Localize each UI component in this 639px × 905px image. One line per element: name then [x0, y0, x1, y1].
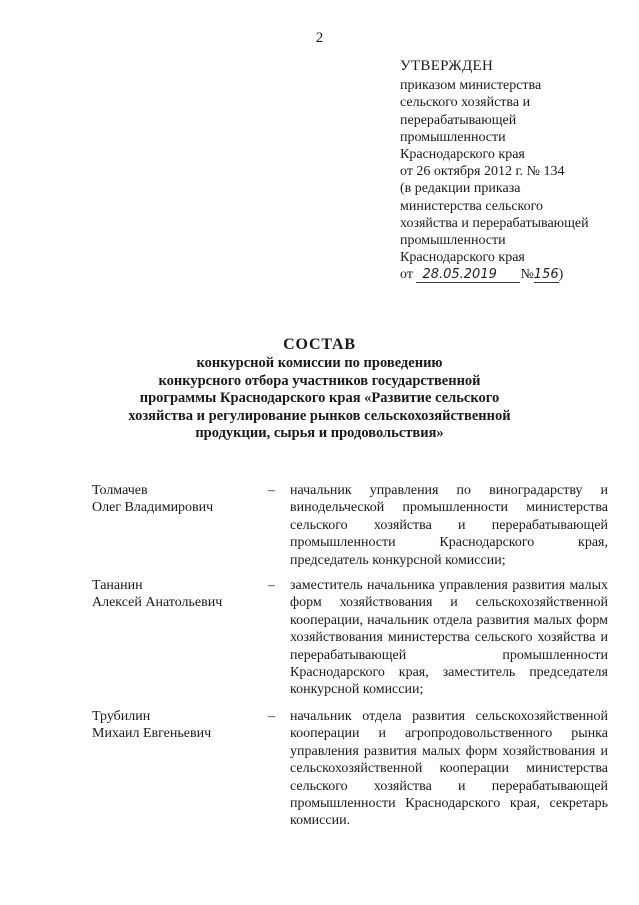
member-dash: –	[268, 709, 275, 724]
approval-line: сельского хозяйства и	[400, 95, 531, 111]
member-surname: Толмачев	[92, 483, 148, 498]
approval-heading: УТВЕРЖДЕН	[400, 58, 494, 74]
approval-line: Краснодарского края	[400, 147, 525, 163]
member-given-name: Олег Владимирович	[92, 500, 214, 516]
title-line: хозяйства и регулирование рынков сельскохозяйственной	[128, 407, 511, 424]
document-title	[0, 336, 639, 442]
title-main: СОСТАВ	[283, 336, 356, 353]
member-role: начальник отдела развития сельскохозяйственной кооперации и агропродовольственного рынка управления развития малых форм хозяйствования и сельскохозяйственной кооперации министерства сельского хозяйства и перерабатывающей промышленности Краснодарского края, секретарь комиссии.	[290, 709, 608, 829]
title-line: продукции, сырья и продовольствия»	[195, 425, 444, 442]
handwritten-number: 156	[533, 267, 559, 283]
member-name	[92, 482, 262, 517]
amendment-close: )	[558, 267, 564, 283]
approval-line: хозяйства и перерабатывающей	[400, 215, 589, 231]
handwritten-date: 28.05.2019	[416, 268, 520, 283]
member-role: заместитель начальника управления развития малых форм хозяйствования и сельскохозяйственной кооперации, начальник отдела развития малых форм хозяйствования министерства сельского хозяйства и перерабатывающей промышленности Краснодарского края, заместитель председателя конкурсной комиссии;	[290, 578, 608, 698]
approval-line: промышленности	[400, 233, 506, 249]
title-line: конкурсной комиссии по проведению	[196, 355, 443, 372]
member-name	[92, 577, 262, 612]
member-dash: –	[268, 483, 275, 498]
member-role: начальник управления по виноградарству и винодельческой промышленности министерства сельского хозяйства и перерабатывающей промышленности Краснодарского края, председатель конкурсной комиссии;	[290, 483, 608, 568]
amendment-line	[400, 266, 630, 283]
approval-line: перерабатывающей	[400, 112, 517, 128]
title-line: программы Краснодарского края «Развитие сельского	[139, 390, 500, 407]
approval-line: (в редакции приказа	[400, 181, 521, 197]
approval-stamp	[400, 58, 630, 284]
title-line: конкурсного отбора участников государственной	[158, 372, 481, 389]
page-number: 2	[315, 30, 324, 46]
member-name	[92, 708, 262, 743]
amendment-number-prefix: №	[520, 267, 534, 283]
approval-line: Краснодарского края	[400, 250, 525, 266]
approval-line: от 26 октября 2012 г. № 134	[400, 164, 565, 180]
approval-line: приказом министерства	[400, 78, 542, 94]
member-surname: Тананин	[92, 578, 143, 593]
member-given-name: Михаил Евгеньевич	[92, 726, 212, 742]
member-given-name: Алексей Анатольевич	[92, 595, 223, 611]
amendment-prefix: от	[400, 267, 413, 283]
approval-line: министерства сельского	[400, 198, 544, 214]
approval-line: промышленности	[400, 129, 506, 145]
member-surname: Трубилин	[92, 709, 151, 724]
member-dash: –	[268, 578, 275, 593]
